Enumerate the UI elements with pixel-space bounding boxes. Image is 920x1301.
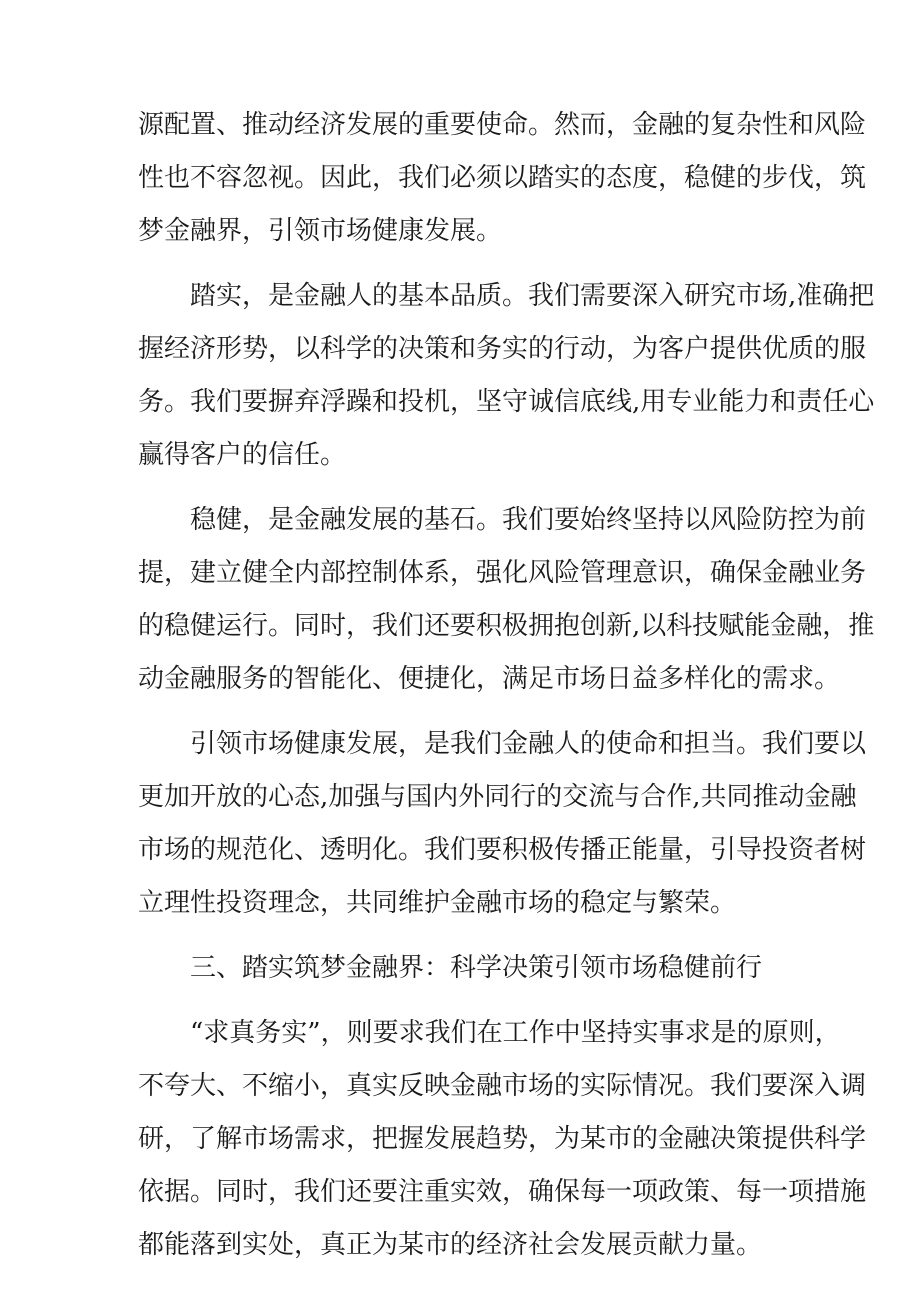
paragraph-2-line-3: 务。我们要摒弃浮躁和投机，坚守诚信底线,用专业能力和责任心	[138, 387, 875, 417]
paragraph-1-line-1: 源配置、推动经济发展的重要使命。然而，金融的复杂性和风险	[138, 110, 867, 140]
paragraph-1-line-3: 梦金融界，引领市场健康发展。	[138, 216, 503, 246]
paragraph-4-line-4: 立理性投资理念，共同维护金融市场的稳定与繁荣。	[138, 888, 737, 918]
paragraph-5-line-2: 不夸大、不缩小，真实反映金融市场的实际情况。我们要深入调	[138, 1071, 867, 1101]
paragraph-5-line-5: 都能落到实处，真正为某市的经济社会发展贡献力量。	[138, 1230, 763, 1260]
paragraph-3-line-1: 稳健，是金融发展的基石。我们要始终坚持以风险防控为前	[190, 505, 867, 535]
paragraph-2-line-4: 赢得客户的信任。	[138, 440, 347, 470]
paragraph-5-line-4: 依据。同时，我们还要注重实效，确保每一项政策、每一项措施	[138, 1177, 867, 1207]
paragraph-1-line-2: 性也不容忽视。因此，我们必须以踏实的态度，稳健的步伐，筑	[138, 163, 867, 193]
paragraph-4-line-3: 市场的规范化、透明化。我们要积极传播正能量，引导投资者树	[138, 835, 867, 865]
paragraph-5-line-1: “求真务实”，则要求我们在工作中坚持实事求是的原则，	[190, 1018, 841, 1048]
paragraph-3-line-3: 的稳健运行。同时，我们还要积极拥抱创新,以科技赋能金融，推	[138, 611, 875, 641]
paragraph-2-line-1: 踏实，是金融人的基本品质。我们需要深入研究市场,准确把	[190, 281, 875, 311]
paragraph-4-line-1: 引领市场健康发展，是我们金融人的使命和担当。我们要以	[190, 729, 867, 759]
paragraph-2-line-2: 握经济形势，以科学的决策和务实的行动，为客户提供优质的服	[138, 334, 867, 364]
section-heading: 三、踏实筑梦金融界：科学决策引领市场稳健前行	[190, 953, 763, 983]
paragraph-5-line-3: 研，了解市场需求，把握发展趋势，为某市的金融决策提供科学	[138, 1124, 867, 1154]
paragraph-3-line-2: 提，建立健全内部控制体系，强化风险管理意识，确保金融业务	[138, 558, 867, 588]
paragraph-3-line-4: 动金融服务的智能化、便捷化，满足市场日益多样化的需求。	[138, 664, 841, 694]
paragraph-4-line-2: 更加开放的心态,加强与国内外同行的交流与合作,共同推动金融	[138, 782, 857, 812]
